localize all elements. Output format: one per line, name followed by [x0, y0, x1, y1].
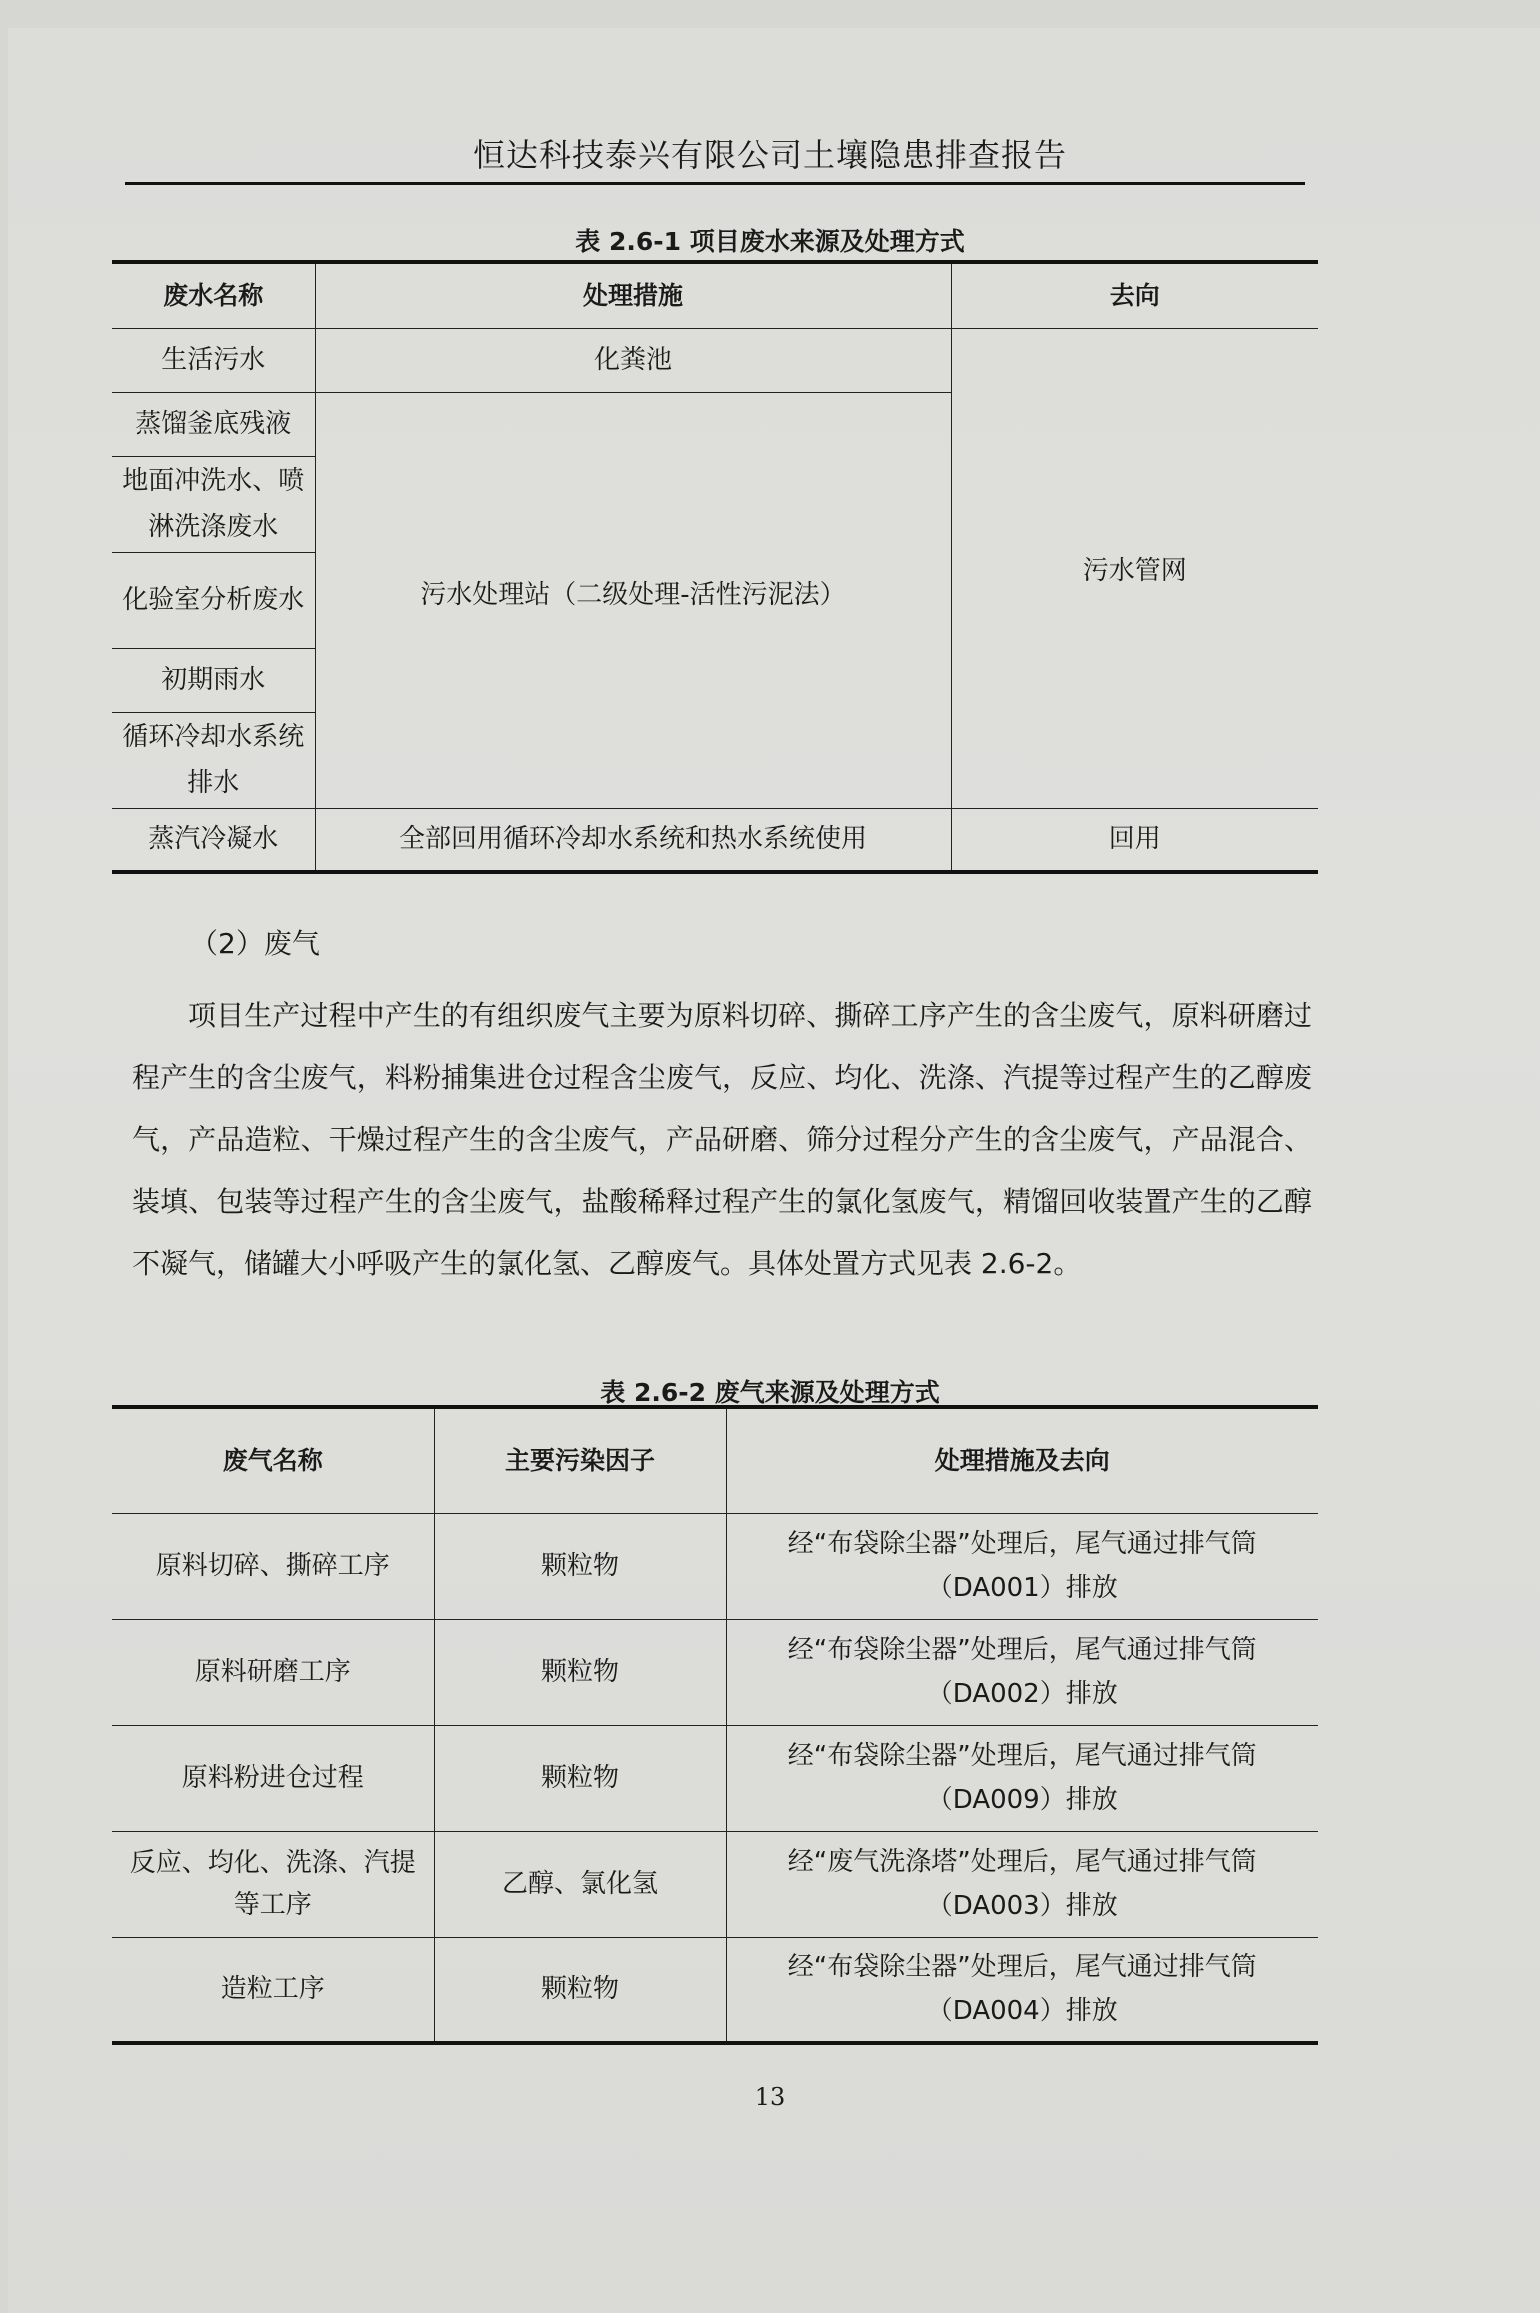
table-row	[112, 1725, 1318, 1831]
table-row	[112, 1937, 1318, 2043]
waste-gas-table	[112, 1405, 1318, 2045]
cell-destination-merged: 污水管网	[951, 328, 1318, 808]
col-header-measure-destination: 处理措施及去向	[726, 1407, 1318, 1513]
measure-line: 经“布袋除尘器”处理后，尾气通过排气筒	[787, 1952, 1257, 1983]
cell-name: 化验室分析废水	[112, 552, 315, 648]
cell-pollutant: 乙醇、氯化氢	[434, 1831, 726, 1937]
table-row	[112, 1831, 1318, 1937]
cell-measure: 化粪池	[315, 328, 951, 392]
col-header-gas-name: 废气名称	[112, 1407, 434, 1513]
section-heading-waste-gas: （2）废气	[190, 927, 320, 960]
cell-pollutant: 颗粒物	[434, 1619, 726, 1725]
cell-name: 造粒工序	[112, 1937, 434, 2043]
cell-measure: 全部回用循环冷却水系统和热水系统使用	[315, 808, 951, 872]
table2-caption: 表 2.6-2 废气来源及处理方式	[600, 1378, 940, 1407]
measure-line: 经“布袋除尘器”处理后，尾气通过排气筒	[787, 1635, 1257, 1665]
cell-name: 地面冲洗水、喷淋洗涤废水	[112, 456, 315, 552]
cell-measure	[726, 1619, 1318, 1725]
cell-measure	[726, 1725, 1318, 1831]
table1-caption: 表 2.6-1 项目废水来源及处理方式	[575, 227, 965, 256]
cell-pollutant: 颗粒物	[434, 1937, 726, 2043]
cell-measure-merged: 污水处理站（二级处理-活性污泥法）	[315, 392, 951, 808]
wastewater-table	[112, 260, 1318, 874]
cell-name: 循环冷却水系统排水	[112, 712, 315, 808]
table-row	[112, 1513, 1318, 1619]
measure-line: 经“废气洗涤塔”处理后，尾气通过排气筒	[787, 1847, 1257, 1877]
cell-name: 生活污水	[112, 328, 315, 392]
cell-measure	[726, 1937, 1318, 2043]
measure-line: （DA003）排放	[926, 1891, 1118, 1921]
table-row	[112, 808, 1318, 872]
cell-name: 初期雨水	[112, 648, 315, 712]
measure-line: （DA009）排放	[926, 1785, 1118, 1815]
cell-name: 原料研磨工序	[112, 1619, 434, 1725]
report-header-title: 恒达科技泰兴有限公司土壤隐患排查报告	[472, 136, 1067, 174]
section-paragraph: 项目生产过程中产生的有组织废气主要为原料切碎、撕碎工序产生的含尘废气，原料研磨过程产生的含尘废气，料粉捕集进仓过程含尘废气，反应、均化、洗涤、汽提等过程产生的乙醇废气，产品造粒、干燥过程产生的含尘废气，产品研磨、筛分过程分产生的含尘废气，产品混合、装填、包装等过程产生的含尘废气，盐酸稀释过程产生的氯化氢废气，精馏回收装置产生的乙醇不凝气，储罐大小呼吸产生的氯化氢、乙醇废气。具体处置方式见表 2.6-2。	[132, 999, 1312, 1280]
measure-line: （DA001）排放	[926, 1573, 1118, 1603]
measure-line: 经“布袋除尘器”处理后，尾气通过排气筒	[787, 1741, 1257, 1771]
col-header-pollutant: 主要污染因子	[434, 1407, 726, 1513]
cell-name: 反应、均化、洗涤、汽提等工序	[112, 1831, 434, 1937]
cell-name: 蒸汽冷凝水	[112, 808, 315, 872]
measure-line: （DA002）排放	[926, 1679, 1118, 1709]
col-header-destination: 去向	[951, 262, 1318, 328]
header-rule	[125, 182, 1305, 185]
cell-measure	[726, 1513, 1318, 1619]
cell-name: 原料切碎、撕碎工序	[112, 1513, 434, 1619]
table-row	[112, 1619, 1318, 1725]
cell-name: 原料粉进仓过程	[112, 1725, 434, 1831]
page-number: 13	[754, 2083, 786, 2111]
table-row	[112, 328, 1318, 392]
measure-line: 经“布袋除尘器”处理后，尾气通过排气筒	[787, 1529, 1257, 1559]
cell-pollutant: 颗粒物	[434, 1513, 726, 1619]
col-header-wastewater-name: 废水名称	[112, 262, 315, 328]
cell-name: 蒸馏釜底残液	[112, 392, 315, 456]
cell-measure	[726, 1831, 1318, 1937]
cell-destination: 回用	[951, 808, 1318, 872]
col-header-measure: 处理措施	[315, 262, 951, 328]
cell-pollutant: 颗粒物	[434, 1725, 726, 1831]
measure-line: （DA004）排放	[926, 1996, 1118, 2027]
